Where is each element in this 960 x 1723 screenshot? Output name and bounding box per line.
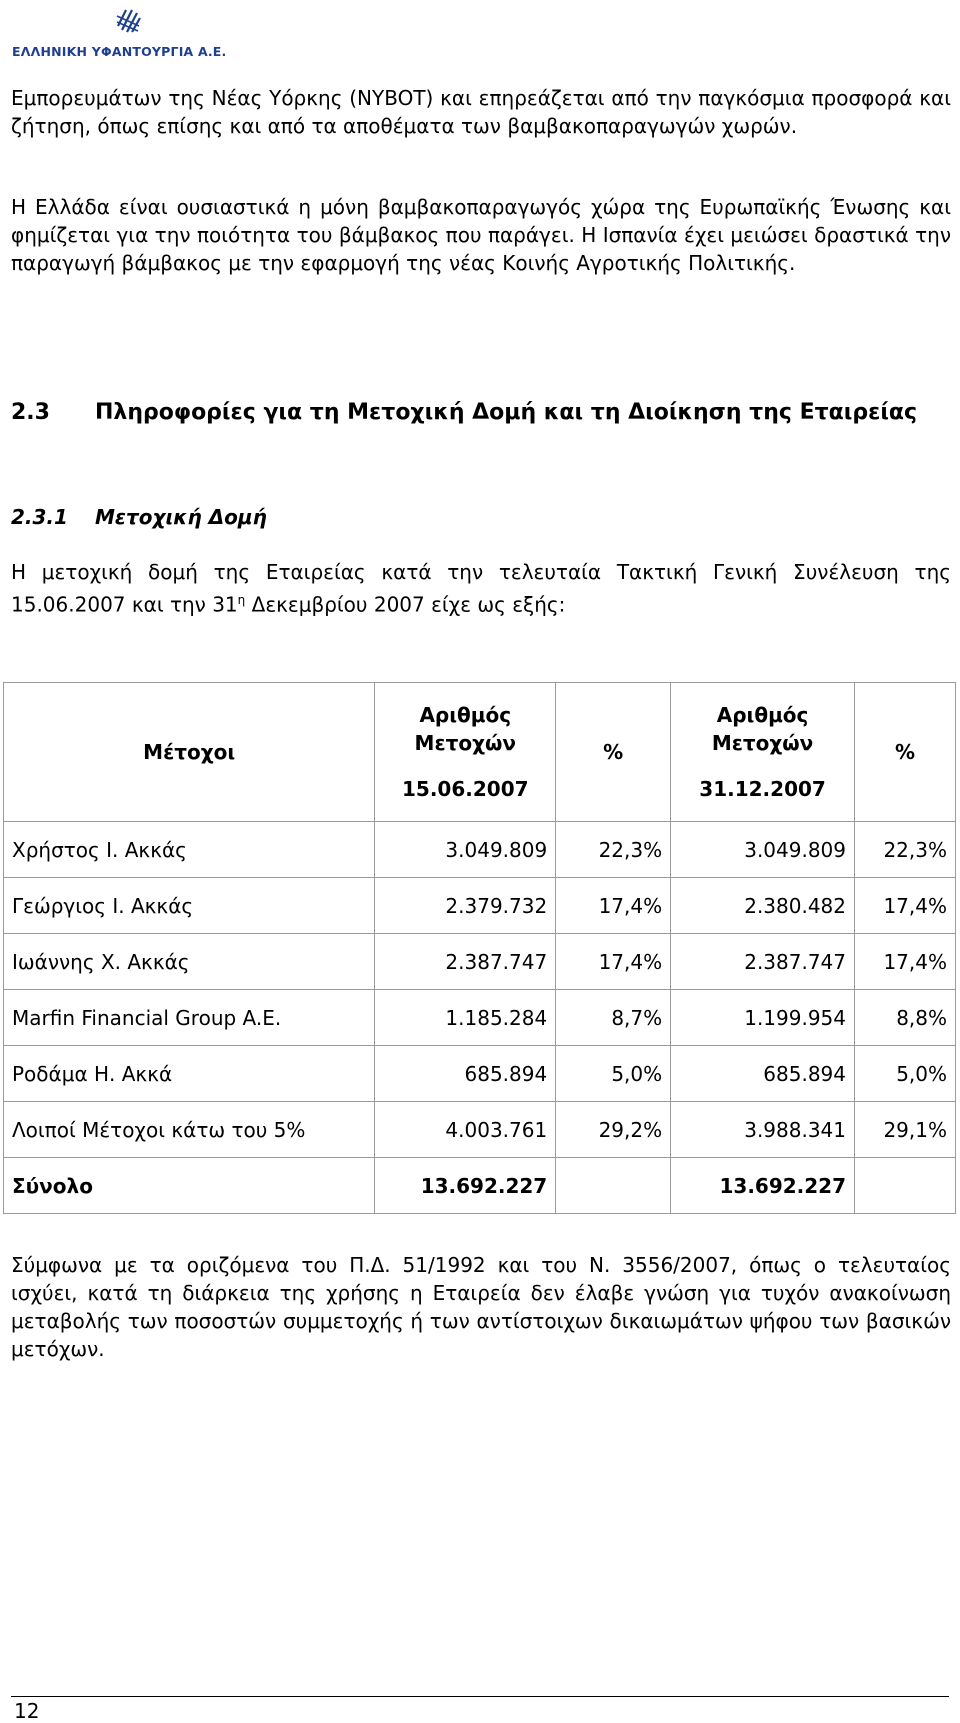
percent-value: 5,0%	[855, 1046, 956, 1102]
shares-value: 2.387.747	[671, 934, 855, 990]
shares-value: 3.988.341	[671, 1102, 855, 1158]
shares-value: 3.049.809	[375, 822, 556, 878]
table-total-row	[4, 1158, 956, 1214]
section-number: 2.3	[11, 400, 50, 425]
header-date: 31.12.2007	[699, 777, 826, 801]
header-percent-2: %	[855, 683, 956, 822]
table-header-row	[4, 683, 956, 822]
page-number: 12	[14, 1699, 40, 1723]
shareholding-table	[3, 682, 956, 1214]
table-row	[4, 990, 956, 1046]
paragraph-intro: Εμπορευμάτων της Νέας Υόρκης (NYBOT) και επηρεάζεται από την παγκόσμια προσφορά και ζήτηση, όπως επίσης και από τα αποθέματα των βαμβακοπαραγωγών χωρών.	[11, 86, 951, 138]
holder-name: Γεώργιος Ι. Ακκάς	[4, 878, 375, 934]
percent-value: 8,8%	[855, 990, 956, 1046]
subsection-number: 2.3.1	[11, 505, 68, 529]
percent-value: 17,4%	[556, 878, 671, 934]
company-logo	[10, 4, 240, 60]
paragraph-shareholding-intro	[11, 558, 951, 619]
percent-value: 17,4%	[855, 878, 956, 934]
table-row	[4, 822, 956, 878]
paragraph-regulation: Σύμφωνα με τα οριζόμενα του Π.Δ. 51/1992 και του Ν. 3556/2007, όπως ο τελευταίος ισχύει, κατά τη διάρκεια της χρήσης η Εταιρεία δεν έλαβε γνώση για τυχόν ανακοίνωση μεταβολής των ποσοστών συμμετοχής ή των αντίστοιχων δικαιωμάτων ψήφου των βασικών μετόχων.	[11, 1253, 951, 1361]
total-shares-value: 13.692.227	[671, 1158, 855, 1214]
header-date: 15.06.2007	[402, 777, 529, 801]
subsection-title: Μετοχική Δομή	[95, 505, 267, 529]
percent-value: 8,7%	[556, 990, 671, 1046]
total-label: Σύνολο	[4, 1158, 375, 1214]
header-shares-2007-06	[375, 683, 556, 822]
table-row	[4, 1102, 956, 1158]
company-name: ΕΛΛΗΝΙΚΗ ΥΦΑΝΤΟΥΡΓΙΑ Α.Ε.	[12, 44, 227, 59]
header-shares-label: Αριθμός Μετοχών	[414, 703, 516, 755]
table-row	[4, 878, 956, 934]
header-percent-1: %	[556, 683, 671, 822]
holder-name: Marfin Financial Group A.E.	[4, 990, 375, 1046]
shares-value: 1.199.954	[671, 990, 855, 1046]
percent-value: 29,1%	[855, 1102, 956, 1158]
header-shares-label: Αριθμός Μετοχών	[711, 703, 814, 755]
percent-value: 22,3%	[855, 822, 956, 878]
shares-value: 685.894	[375, 1046, 556, 1102]
ordinal-superscript: η	[237, 593, 246, 607]
holder-name: Χρήστος Ι. Ακκάς	[4, 822, 375, 878]
shares-value: 1.185.284	[375, 990, 556, 1046]
header-shares-2007-12	[671, 683, 855, 822]
subsection-heading	[11, 505, 267, 529]
holder-name: Ιωάννης Χ. Ακκάς	[4, 934, 375, 990]
total-shares-value: 13.692.227	[375, 1158, 556, 1214]
section-heading	[11, 400, 917, 425]
table-row	[4, 1046, 956, 1102]
percent-value: 17,4%	[855, 934, 956, 990]
shares-value: 685.894	[671, 1046, 855, 1102]
shares-value: 2.379.732	[375, 878, 556, 934]
shares-value: 3.049.809	[671, 822, 855, 878]
header-holders: Μέτοχοι	[4, 683, 375, 822]
footer-divider	[11, 1696, 949, 1697]
percent-value: 29,2%	[556, 1102, 671, 1158]
total-percent-value	[556, 1158, 671, 1214]
company-logo-icon	[112, 4, 146, 38]
percent-value: 22,3%	[556, 822, 671, 878]
table-row	[4, 934, 956, 990]
paragraph-greece-cotton: Η Ελλάδα είναι ουσιαστικά η μόνη βαμβακοπαραγωγός χώρα της Ευρωπαϊκής Ένωσης και φημίζεται για την ποιότητα του βάμβακος που παράγει. Η Ισπανία έχει μειώσει δραστικά την παραγωγή βάμβακος με την εφαρμογή της νέας Κοινής Αγροτικής Πολιτικής.	[11, 195, 951, 275]
percent-value: 17,4%	[556, 934, 671, 990]
total-percent-value	[855, 1158, 956, 1214]
holder-name: Λοιποί Μέτοχοι κάτω του 5%	[4, 1102, 375, 1158]
shares-value: 4.003.761	[375, 1102, 556, 1158]
shares-value: 2.387.747	[375, 934, 556, 990]
paragraph-text-b: Δεκεμβρίου 2007 είχε ως εξής:	[245, 592, 566, 617]
percent-value: 5,0%	[556, 1046, 671, 1102]
paragraph-text-a: Η μετοχική δομή της Εταιρείας κατά την τελευταία Τακτική Γενική Συνέλευση της 15.06.2007 και την 31	[11, 560, 951, 617]
section-title: Πληροφορίες για τη Μετοχική Δομή και τη Διοίκηση της Εταιρείας	[95, 400, 918, 425]
holder-name: Ροδάμα Η. Ακκά	[4, 1046, 375, 1102]
shares-value: 2.380.482	[671, 878, 855, 934]
